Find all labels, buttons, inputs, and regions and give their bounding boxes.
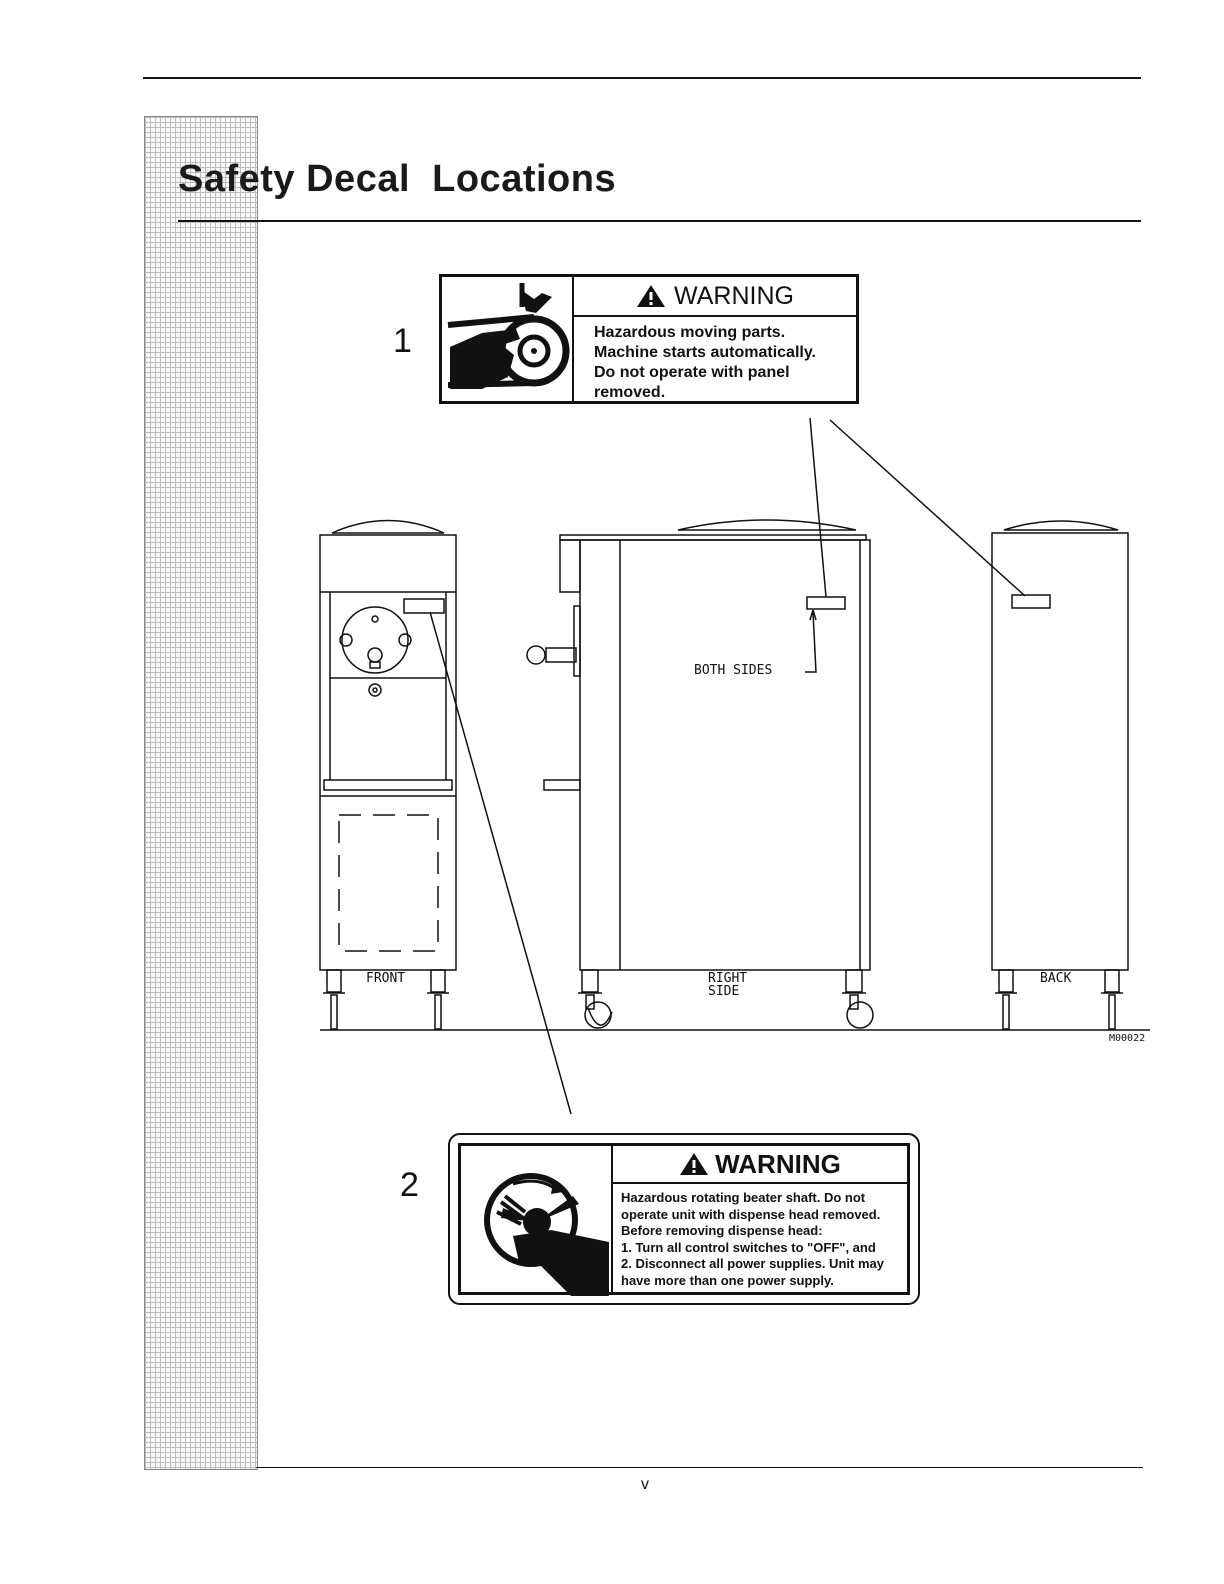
decal-2-line: 2. Disconnect all power supplies. Unit may xyxy=(621,1256,884,1271)
decal-1-line: removed. xyxy=(594,384,666,401)
decal-1-line: Machine starts automatically. xyxy=(594,344,816,361)
decal-2-line: operate unit with dispense head removed. xyxy=(621,1206,881,1222)
decal-1-number: 1 xyxy=(393,322,412,360)
warning-triangle-icon xyxy=(679,1152,709,1176)
drawing-id: M00022 xyxy=(1109,1033,1146,1044)
decal-2-heading: WARNING xyxy=(715,1148,841,1179)
both-sides-callout: BOTH SIDES xyxy=(694,663,773,678)
decal-2-line: Hazardous rotating beater shaft. Do not xyxy=(621,1190,866,1205)
page-title: Safety Decal Locations xyxy=(178,158,617,200)
decal-2-number: 2 xyxy=(400,1166,419,1204)
decal-1-heading: WARNING xyxy=(674,281,794,310)
decal-2-text xyxy=(621,1190,903,1289)
view-label-front: FRONT xyxy=(366,971,406,986)
decal-2-line: Before removing dispense head: xyxy=(621,1223,823,1238)
decal-2-line: 1. Turn all control switches to "OFF", and xyxy=(621,1239,876,1255)
decal-2 xyxy=(448,1133,920,1305)
bottom-rule xyxy=(256,1467,1143,1468)
page-number: v xyxy=(641,1476,649,1493)
view-label-right: RIGHT xyxy=(708,971,748,986)
hand-rotating-beater-icon xyxy=(461,1146,613,1292)
view-label-back: BACK xyxy=(1040,971,1072,986)
decal-1-line: Do not operate with panel xyxy=(594,364,790,381)
decal-1-line: Hazardous moving parts. xyxy=(594,324,786,341)
view-label-side: SIDE xyxy=(708,984,740,999)
decal-2-header xyxy=(613,1146,907,1184)
decal-2-line: have more than one power supply. xyxy=(621,1272,834,1288)
